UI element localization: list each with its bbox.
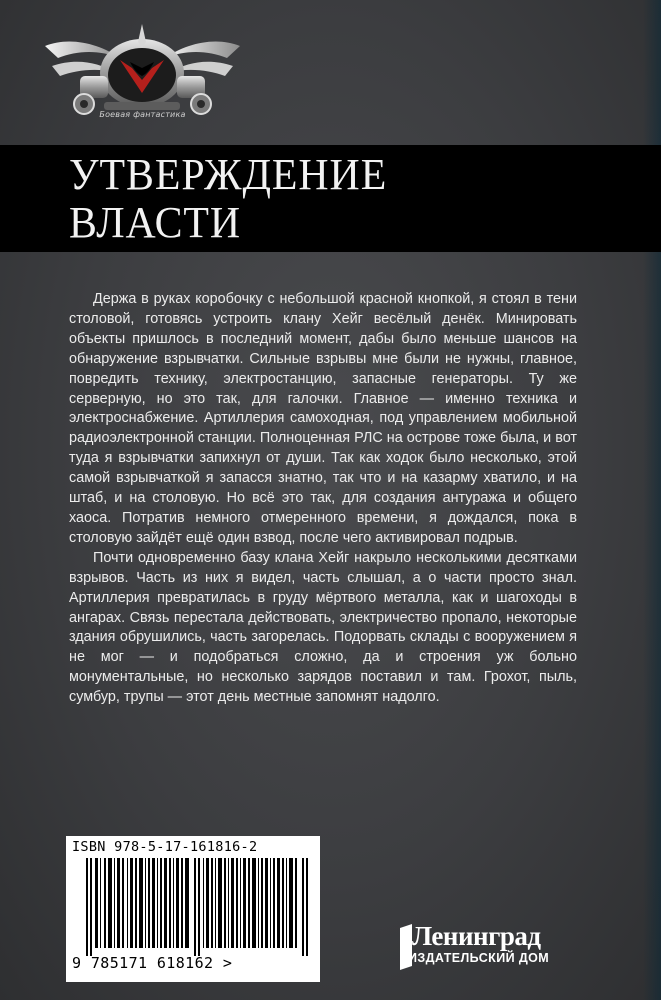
barcode-digits: 9 785171 618162 > (72, 954, 233, 972)
isbn-label: ISBN 978-5-17-161816-2 (72, 839, 258, 855)
blurb-paragraph: Почти одновременно базу клана Хейг накрыло несколькими десятками взрывов. Часть из них я видел, часть слышал, а о части просто знал. Артиллерия превратилась в груду мёртвого металла, как и шагоходы в ангарах. Связь перестала действовать, электричество пропало, некоторые здания обрушились, часть загорелась. Подорвать склады с вооружением я не мог — и подобраться сложно, да и строения уж больно монументальные, но несколько зарядов поставил и там. Грохот, пыль, сумбур, трупы — этот день местные запомнят надолго. (69, 549, 577, 706)
barcode-icon (86, 858, 312, 956)
isbn-barcode-panel (66, 836, 320, 982)
publisher-subtitle: ИЗДАТЕЛЬСКИЙ ДОМ (408, 951, 550, 965)
book-title-line-2: ВЛАСТИ (69, 198, 242, 247)
publisher-name: Ленинград (412, 921, 541, 951)
series-caption: Боевая фантастика (99, 110, 186, 119)
blurb-paragraph: Держа в руках коробочку с небольшой красной кнопкой, я стоял в тени столовой, готовясь устроить клану Хейг весёлый денёк. Минировать объекты пришлось в последний момент, дабы было меньше шансов на обнаружение взрывчатки. Сильные взрывы мне были не нужны, главное, повредить технику, электростанцию, запасные генераторы. Ту же серверную, но это так, для галочки. Главное — именно техника и электроснабжение. Артиллерия самоходная, под управлением мобильной радиоэлектронной станции. Полноценная РЛС на острове тоже была, и вот туда я взрывчатки запихнул от души. Так как ходок было несколько, этой самой взрывчаткой я запасся знатно, так что и на казарму хватило, и на штаб, и на столовую. Но всё это так, для создания антуража и общего хаоса. Потратив немного отмеренного времени, я дождался, пока в столовую зайдёт ещё один взвод, после чего активировал подрыв. (69, 291, 577, 546)
blurb-text (69, 290, 577, 708)
book-title-line-1: УТВЕРЖДЕНИЕ (69, 150, 388, 199)
